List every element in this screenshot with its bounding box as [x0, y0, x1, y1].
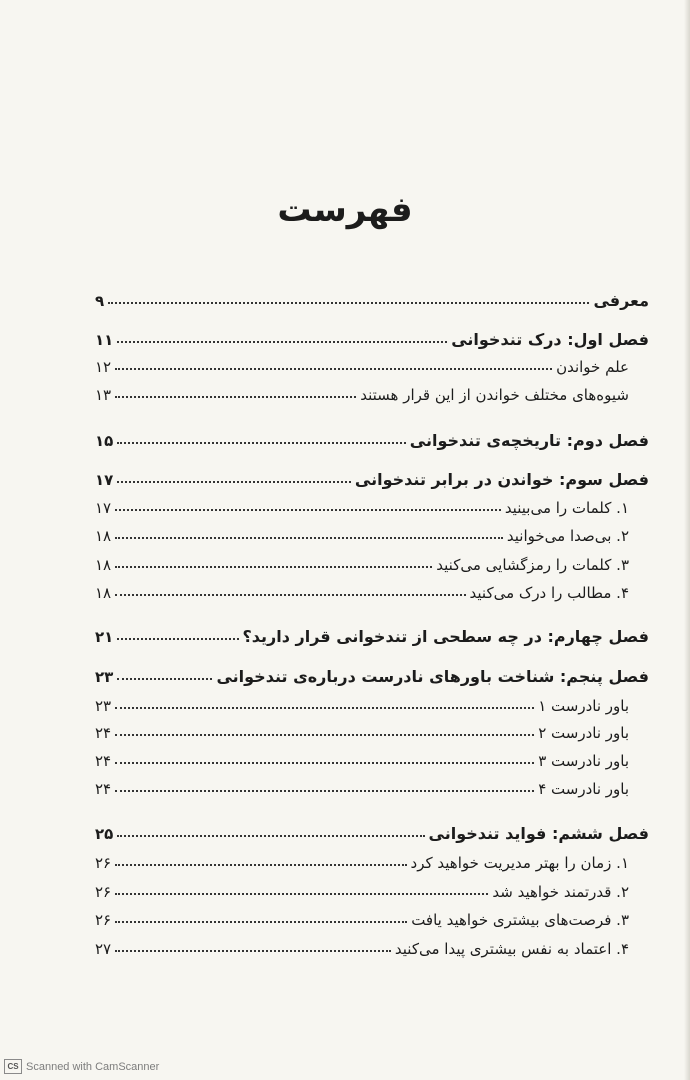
toc-page-number: ۲۳	[95, 697, 112, 715]
toc-entry-title: ۴. مطالب را درک می‌کنید	[469, 584, 629, 602]
toc-entry-title: فصل ششم: فواید تندخوانی	[428, 824, 649, 843]
toc-entry-title: فصل سوم: خواندن در برابر تندخوانی	[354, 470, 649, 489]
toc-entry-title: معرفی	[593, 291, 649, 310]
dot-leader	[117, 481, 351, 483]
toc-page-number: ۱۲	[95, 358, 112, 376]
toc-page-number: ۲۷	[95, 940, 112, 958]
toc-sub-entry	[95, 519, 629, 545]
dot-leader	[117, 835, 424, 837]
toc-entry-title: فصل پنجم: شناخت باورهای نادرست درباره‌ی تندخوانی	[216, 667, 649, 686]
toc-sub-entry	[95, 378, 629, 404]
toc-sub-entry	[95, 932, 629, 958]
dot-leader	[117, 442, 405, 444]
toc-page-number: ۲۶	[95, 911, 112, 929]
toc-sub-entry	[95, 875, 629, 901]
dot-leader	[115, 566, 432, 568]
toc-page-number: ۲۴	[95, 780, 112, 798]
toc-entry-title: باور نادرست ۲	[538, 724, 629, 742]
watermark-text: Scanned with CamScanner	[26, 1060, 160, 1073]
toc-chapter-entry	[95, 424, 649, 450]
toc-page-number: ۱۸	[95, 556, 112, 574]
toc-sub-entry	[95, 903, 629, 929]
dot-leader	[117, 341, 447, 343]
toc-chapter-entry	[95, 284, 649, 310]
dot-leader	[115, 790, 534, 792]
toc-entry-title: شیوه‌های مختلف خواندن از این قرار هستند	[360, 386, 629, 404]
dot-leader	[115, 396, 356, 398]
toc-page-number: ۲۱	[95, 628, 114, 646]
dot-leader	[115, 762, 534, 764]
toc-sub-entry	[95, 576, 629, 602]
toc-chapter-entry	[95, 463, 649, 489]
toc-entry-title: ۴. اعتماد به نفس بیشتری پیدا می‌کنید	[394, 940, 629, 958]
toc-chapter-entry	[95, 323, 649, 349]
toc-page-number: ۱۱	[95, 331, 114, 349]
camscanner-logo-icon: CS	[4, 1059, 22, 1074]
toc-page-number: ۲۴	[95, 724, 112, 742]
toc-sub-entry	[95, 772, 629, 798]
toc-page-number: ۲۵	[95, 825, 114, 843]
toc-entry-title: فصل دوم: تاریخچه‌ی تندخوانی	[409, 431, 649, 450]
dot-leader	[117, 638, 238, 640]
dot-leader	[115, 509, 501, 511]
toc-entry-title: باور نادرست ۳	[538, 752, 629, 770]
toc-page-number: ۲۳	[95, 668, 114, 686]
toc-entry-title: فصل چهارم: در چه سطحی از تندخوانی قرار دارید؟	[242, 627, 649, 646]
toc-sub-entry	[95, 548, 629, 574]
toc-page-number: ۱۵	[95, 432, 114, 450]
toc-chapter-entry	[95, 620, 649, 646]
toc-entry-title: ۳. فرصت‌های بیشتری خواهید یافت	[411, 911, 629, 929]
toc-page-number: ۱۷	[95, 471, 114, 489]
toc-sub-entry	[95, 846, 629, 872]
toc-page-number: ۱۸	[95, 527, 112, 545]
toc-entry-title: فصل اول: درک تندخوانی	[451, 330, 649, 349]
toc-chapter-entry	[95, 817, 649, 843]
dot-leader	[115, 921, 407, 923]
dot-leader	[115, 893, 488, 895]
toc-page-number: ۲۶	[95, 883, 112, 901]
dot-leader	[115, 707, 534, 709]
dot-leader	[115, 950, 391, 952]
page-title: فهرست	[277, 190, 413, 230]
dot-leader	[115, 594, 465, 596]
toc-page-number: ۱۷	[95, 499, 112, 517]
toc-entry-title: علم خواندن	[556, 358, 629, 376]
toc-entry-title: ۱. زمان را بهتر مدیریت خواهید کرد	[410, 854, 629, 872]
toc-sub-entry	[95, 689, 629, 715]
toc-page-number: ۲۶	[95, 854, 112, 872]
dot-leader	[108, 302, 589, 304]
toc-entry-title: ۲. بی‌صدا می‌خوانید	[506, 527, 629, 545]
toc-sub-entry	[95, 491, 629, 517]
toc-page-number: ۲۴	[95, 752, 112, 770]
dot-leader	[115, 537, 503, 539]
dot-leader	[117, 678, 212, 680]
toc-sub-entry	[95, 350, 629, 376]
scanner-watermark	[4, 1059, 159, 1074]
toc-page-number: ۱۳	[95, 386, 112, 404]
toc-page-number: ۹	[95, 292, 105, 310]
toc-entry-title: باور نادرست ۱	[538, 697, 629, 715]
toc-entry-title: ۳. کلمات را رمزگشایی می‌کنید	[436, 556, 629, 574]
toc-entry-title: باور نادرست ۴	[538, 780, 629, 798]
toc-entry-title: ۱. کلمات را می‌بینید	[504, 499, 629, 517]
page-edge	[684, 0, 690, 1080]
toc-page-number: ۱۸	[95, 584, 112, 602]
dot-leader	[115, 864, 406, 866]
toc-sub-entry	[95, 744, 629, 770]
dot-leader	[115, 368, 552, 370]
dot-leader	[115, 734, 534, 736]
toc-sub-entry	[95, 716, 629, 742]
toc-chapter-entry	[95, 660, 649, 686]
toc-entry-title: ۲. قدرتمند خواهید شد	[492, 883, 629, 901]
